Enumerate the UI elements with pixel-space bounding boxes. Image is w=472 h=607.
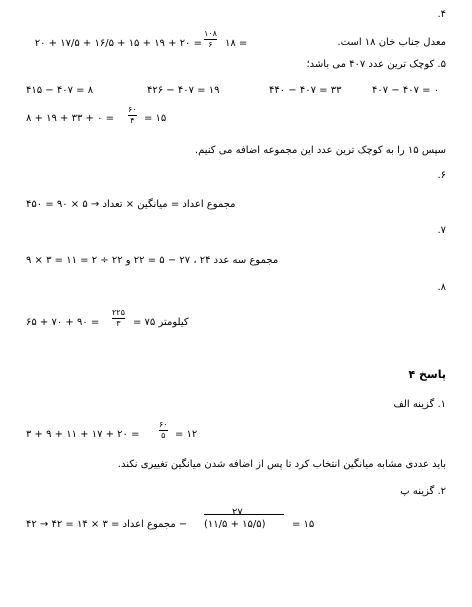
problem-4-number: ۴. [437, 9, 446, 20]
fraction-denominator: ۶ [208, 40, 213, 49]
problem-5-fraction [128, 106, 137, 125]
diff-1: ۴۰۷ − ۴۰۷ = ۰ [372, 85, 440, 96]
problem-4-text: معدل جناب خان ۱۸ است. [337, 37, 446, 48]
answer-1-fraction [159, 421, 168, 440]
answer-title: پاسخ ۴ [408, 368, 446, 381]
problem-5-header: ۵. کوچک ترین عدد ۴۰۷ می باشد؛ [306, 59, 446, 70]
fraction-numerator: ۶۰ [159, 420, 168, 429]
answer-1-note: باید عددی مشابه میانگین انتخاب کرد تا پس از اضافه شدن میانگین تغییری نکند. [117, 459, 446, 470]
problem-6-number: ۶. [437, 170, 446, 181]
answer-1-result: = ۱۲ [175, 429, 198, 440]
fraction-denominator: ۵ [161, 431, 166, 440]
problem-4-eq-left: ۱۸ = [225, 38, 248, 49]
problem-5-sum: ۸ + ۱۹ + ۳۳ + ۰ = [26, 113, 114, 124]
diff-4: ۴۱۵ − ۴۰۷ = ۸ [26, 85, 94, 96]
problem-4-eq-right: = ۲۰ + ۱۹ + ۱۵ + ۱۶/۵ + ۱۷/۵ + ۲۰ [34, 38, 202, 49]
answer-1-sum: ۳ + ۹ + ۱۱ + ۱۷ + ۲۰ = [26, 429, 140, 440]
problem-6-equation: مجموع اعداد = میانگین × تعداد → ۵ × ۹۰ = ۴۵۰ [26, 199, 236, 210]
answer-2-parenthesis: (۱۱/۵ + ۱۵/۵) [204, 519, 266, 530]
answer-2-equation: مجموع اعداد = ۳ × ۱۴ = ۴۲ → ۴۲ − [26, 519, 188, 530]
answer-2-label: ۲. گزینه پ [400, 486, 446, 497]
answer-1-label: ۱. گزینه الف [393, 399, 446, 410]
fraction-numerator: ۱۰۸ [204, 29, 217, 38]
answer-2-overbrace-value: ۲۷ [232, 507, 243, 518]
problem-5-result: = ۱۵ [144, 113, 167, 124]
answer-2-result: = ۱۵ [292, 519, 315, 530]
problem-7-equation: ۹ × ۳ = مجموع سه عدد ۲۴ ، ۲۷ − ۵ = ۲۲ و ۲۲ ÷ ۲ = ۱۱ [26, 255, 279, 266]
problem-4-fraction [204, 30, 217, 49]
problem-7-number: ۷. [437, 225, 446, 236]
problem-8-number: ۸. [437, 282, 446, 293]
answer-2-overbrace [204, 514, 284, 515]
fraction-denominator: ۳ [116, 319, 121, 328]
problem-8-fraction [112, 309, 125, 328]
fraction-numerator: ۶۰ [128, 105, 137, 114]
fraction-numerator: ۲۲۵ [112, 308, 125, 317]
problem-5-note: سپس ۱۵ را به کوچک ترین عدد این مجموعه اضافه می کنیم. [194, 145, 446, 156]
fraction-denominator: ۴ [130, 116, 135, 125]
diff-2: ۴۴۰ − ۴۰۷ = ۳۳ [269, 85, 342, 96]
diff-3: ۴۲۶ − ۴۰۷ = ۱۹ [147, 85, 220, 96]
problem-8-result: = ۷۵ کیلومتر [133, 317, 189, 328]
problem-8-sum: ۶۵ + ۷۰ + ۹۰ = [26, 317, 100, 328]
